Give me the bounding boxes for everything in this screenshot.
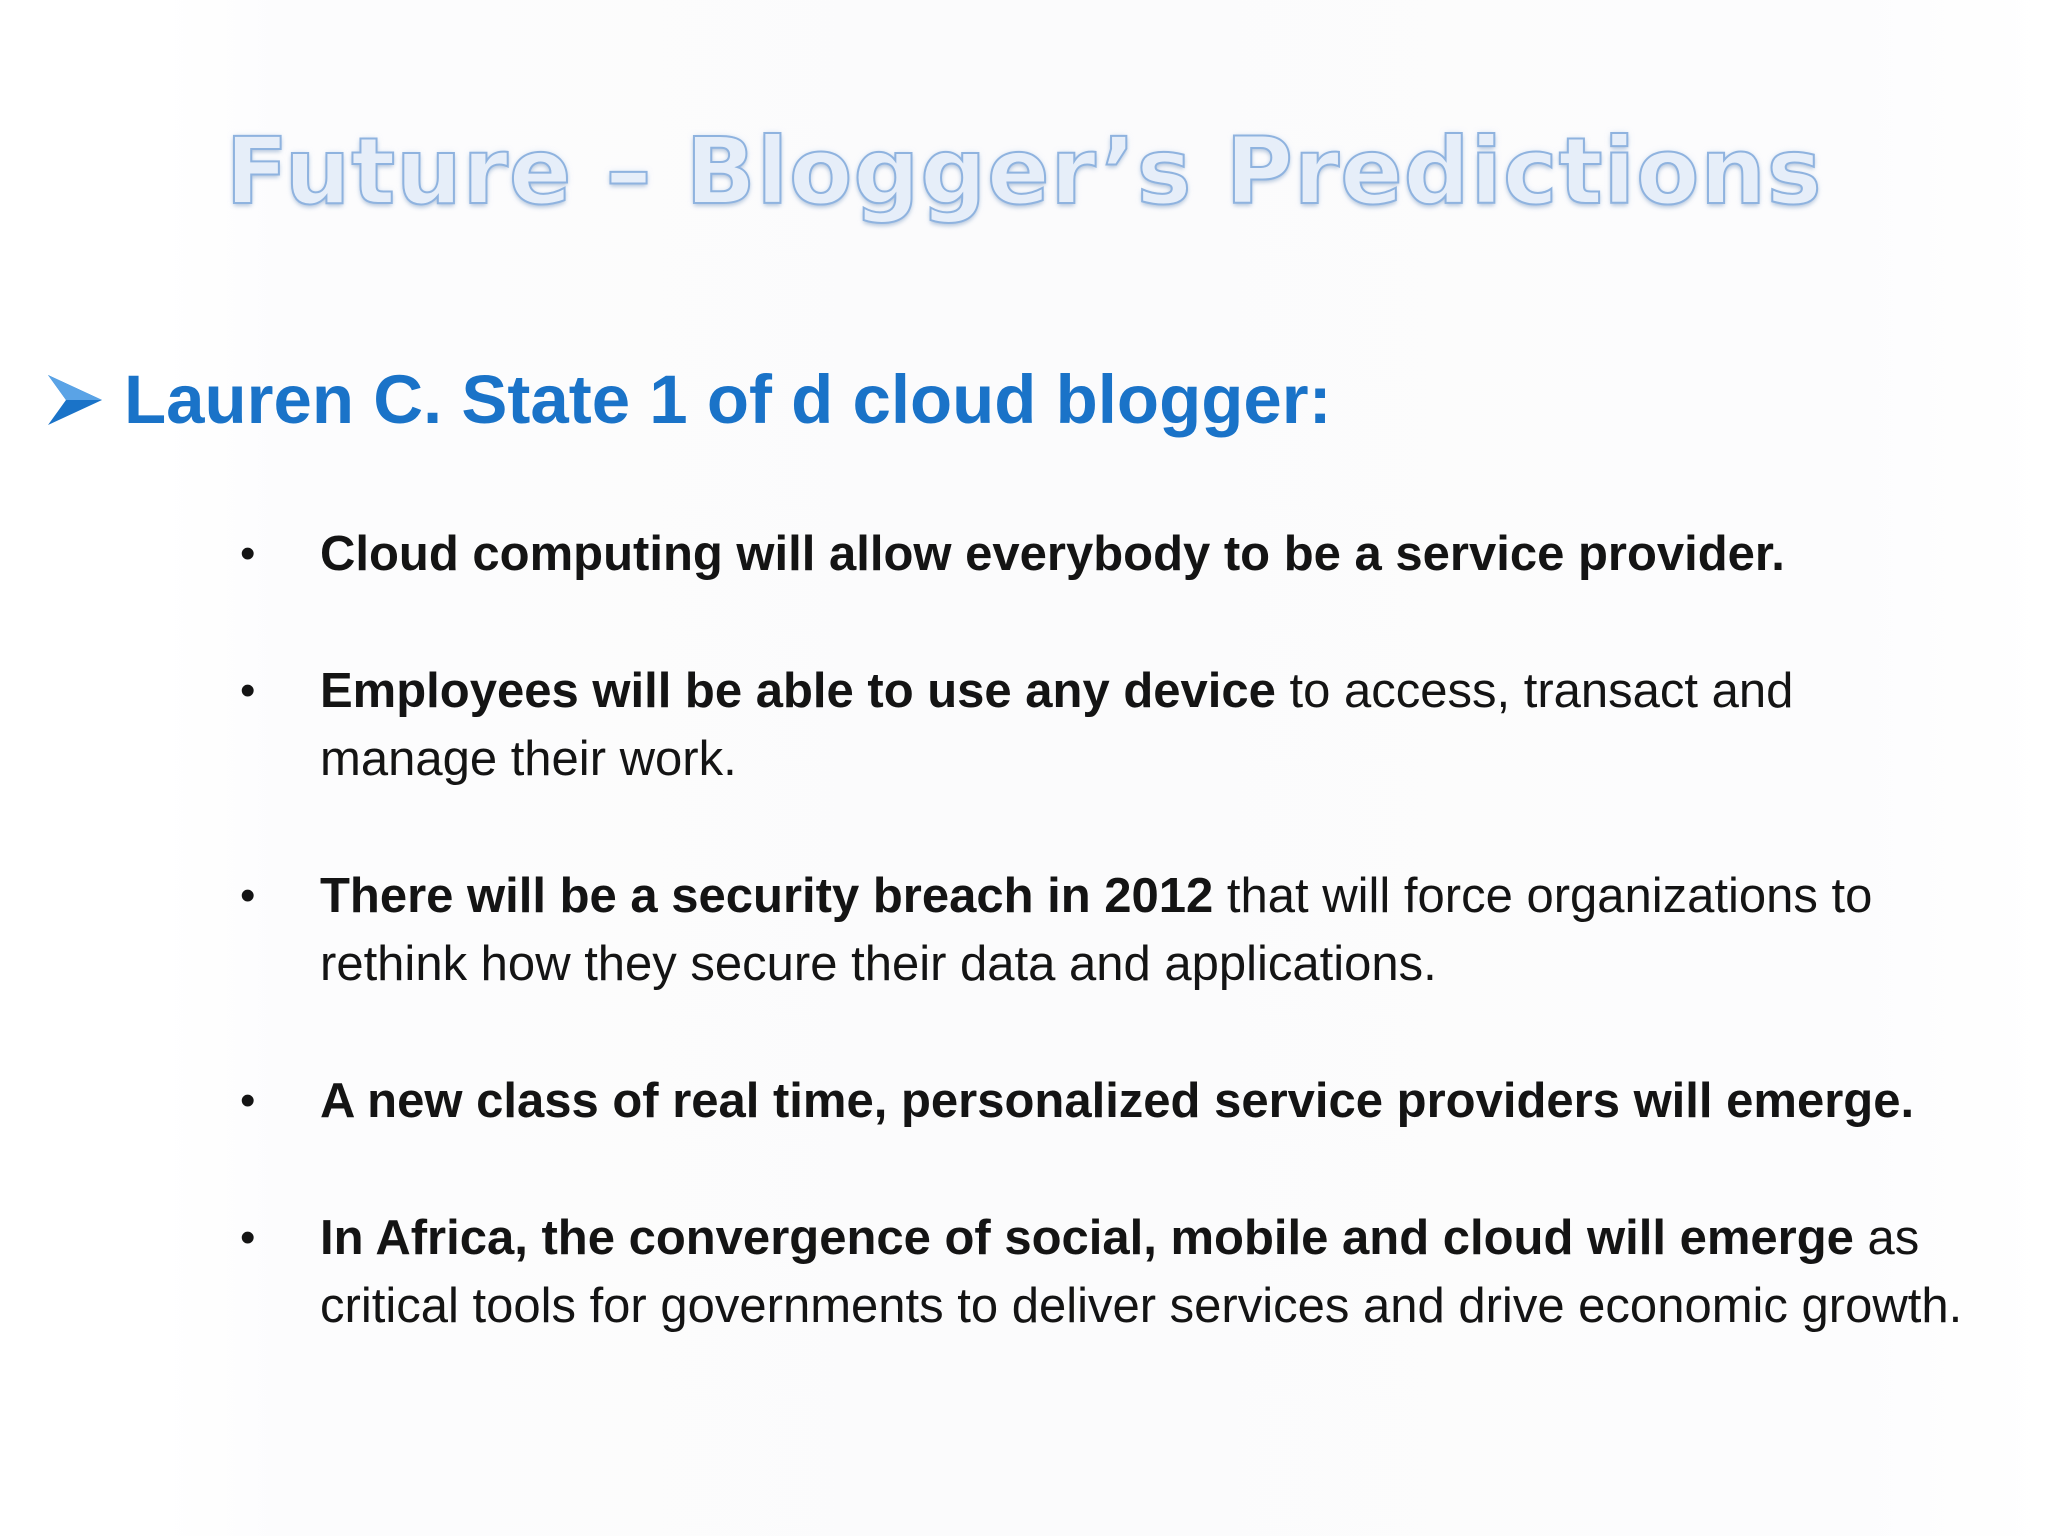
bullet-text: that will force organizations to rethink how they secure their data and applications. <box>320 869 1873 991</box>
prediction-list <box>240 520 1980 1409</box>
bullet-bold-text: A new class of real time, personalized service providers will emerge. <box>320 1074 1915 1128</box>
bullet-bold-text: In Africa, the convergence of social, mobile and cloud will emerge <box>320 1211 1854 1265</box>
bullet-dot-icon: • <box>240 666 256 715</box>
list-item <box>240 1204 1980 1340</box>
slide-title: Future – Blogger’s Predictions <box>225 118 1823 225</box>
bullet-bold-text: There will be a security breach in 2012 <box>320 869 1214 923</box>
section-heading <box>44 360 1332 439</box>
bullet-bold-text: Cloud computing will allow everybody to be a service provider. <box>320 527 1785 581</box>
list-item <box>240 657 1980 793</box>
bullet-text: as critical tools for governments to deliver services and drive economic growth. <box>320 1211 1963 1333</box>
section-heading-text: Lauren C. State 1 of d cloud blogger: <box>124 361 1332 438</box>
arrow-bullet-icon <box>44 369 106 431</box>
bullet-dot-icon: • <box>240 1076 256 1125</box>
list-item <box>240 1067 1980 1135</box>
bullet-dot-icon: • <box>240 1213 256 1262</box>
bullet-bold-text: Employees will be able to use any device <box>320 664 1276 718</box>
bullet-dot-icon: • <box>240 529 256 578</box>
bullet-text: to access, transact and manage their work. <box>320 664 1794 786</box>
bullet-dot-icon: • <box>240 871 256 920</box>
list-item <box>240 520 1980 588</box>
list-item <box>240 862 1980 998</box>
